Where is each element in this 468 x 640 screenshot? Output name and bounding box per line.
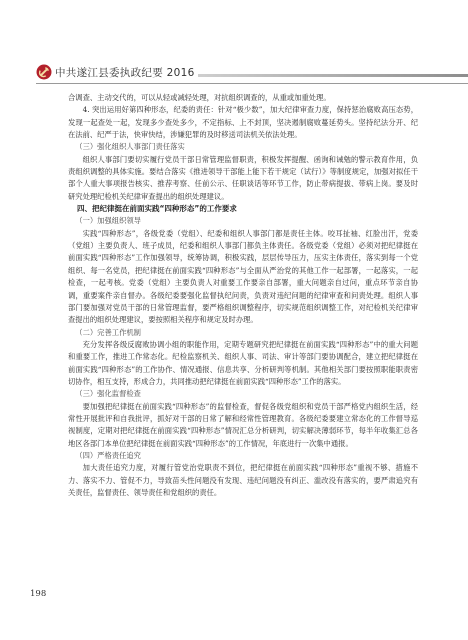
subsection-heading: （四）严格责任追究 (75, 450, 141, 460)
section-heading: 四、把纪律挺在前面实践“四种形态”的工作要求 (77, 204, 237, 214)
paragraph: 组织人事部门要切实履行党员干部日常管理监督职责，积极发挥提醒、函询和诫勉的警示教育作用，负责组织调整的具体实施。要结合落实《推进领导干部能上能下若干规定（试行）》等制度规定，加强对拟任干部个人重大事项报告核实、推荐考察、任前公示、任职谈话等环节工作，防止带病提拔、带病上岗。要及时研究处理纪检机关纪律审查提出的组织处理建议。 (68, 154, 418, 201)
header-band (198, 74, 468, 77)
running-header (0, 62, 468, 84)
paragraph: 4. 突出运用好第四种形态，纪委的责任：针对“极少数”，加大纪律审查力度，保持惩治腐败高压态势，发现一起查处一起，发现多少查处多少，不定指标、上不封顶，坚决遏制腐败蔓延势头。坚持纪法分开、纪在法前、纪严于法，快审快结，涉嫌犯罪的及时移送司法机关依法处理。 (68, 105, 418, 140)
paragraph: 加大责任追究力度，对履行管党治党职责不到位，把纪律挺在前面实践“四种形态”重视不够、措施不力、落实不力、管促不力，导致苗头性问题没有发现、违纪问题没有纠正、滥改没有落实的，要严肃追究有关责任，监督责任、领导责任和党组织的责任。 (68, 463, 418, 497)
page-number: 198 (30, 589, 47, 599)
party-emblem-icon (36, 64, 52, 80)
paragraph: 实践“四种形态”，各级党委（党组）、纪委和组织人事部门都是责任主体。咬耳扯袖、红脸出汗，党委（党组）主要负责人、班子成员，纪委和组织人事部门都负主体责任。各级党委（党组）必须对把纪律挺在前面实践“四种形态”工作加强领导，统筹协调，积极实践，层层传导压力，压实主体责任，落实到每一个党组织、每一名党员，把纪律挺在前面实践“四种形态”与全面从严治党的其他工作一起部署，一起落实，一起检查，一起考核。党委（党组）主要负责人对重要工作要亲自部署，重大问题亲自过问，重点环节亲自协调，重要案件亲自督办。各级纪委要强化监督执纪问责，负责对违纪问题的纪律审查和问责处理。组织人事部门要加强对党员干部的日常管理监督，要严格组织调整程序，切实规范组织调整工作，对纪检机关纪律审查提出的组织处理建议，要按照相关程序和规定及时办理。 (68, 228, 418, 325)
subsection-heading: （三）强化监督检查 (75, 389, 141, 399)
paragraph: 要加强把纪律挺在前面实践“四种形态”的监督检查，督促各级党组织和党员干部严格党内组织生活，经常性开展批评和自我批评，抓好对干部的日常了解和经常性管理教育。各级纪委要建立常态化的工作督导巡视制度，定期对把纪律挺在前面实践“四种形态”情况汇总分析研判，切实解决薄弱环节，每半年收集汇总各地区各部门本单位把纪律挺在前面实践“四种形态”的工作情况，年底进行一次集中通报。 (68, 401, 418, 448)
paragraph: 充分发挥各级反腐败协调小组的职能作用，定期专题研究把纪律挺在前面实践“四种形态”中的重大问题和重要工作，推进工作常态化。纪检监察机关、组织人事、司法、审计等部门要协调配合，建立把纪律挺在前面实践“四种形态”的工作协作、情况通报、信息共享、分析研判等机制。其他相关部门要按照职能职责密切协作，相互支持，形成合力，共同推动把纪律挺在前面实践“四种形态”工作的落实。 (68, 339, 418, 386)
subsection-heading: （二）完善工作机制 (75, 327, 141, 337)
header-title: 中共遂江县委执政纪要 2016 (55, 67, 195, 79)
paragraph: 合调查、主动交代的，可以从轻或减轻处理，对抗组织调查的，从重或加重处理。 (68, 93, 331, 102)
subsection-heading: （一）加强组织领导 (75, 216, 141, 226)
body-text (68, 92, 418, 499)
header-rule (36, 83, 468, 84)
subsection-heading: （三）强化组织人事部门责任落实 (75, 142, 185, 152)
